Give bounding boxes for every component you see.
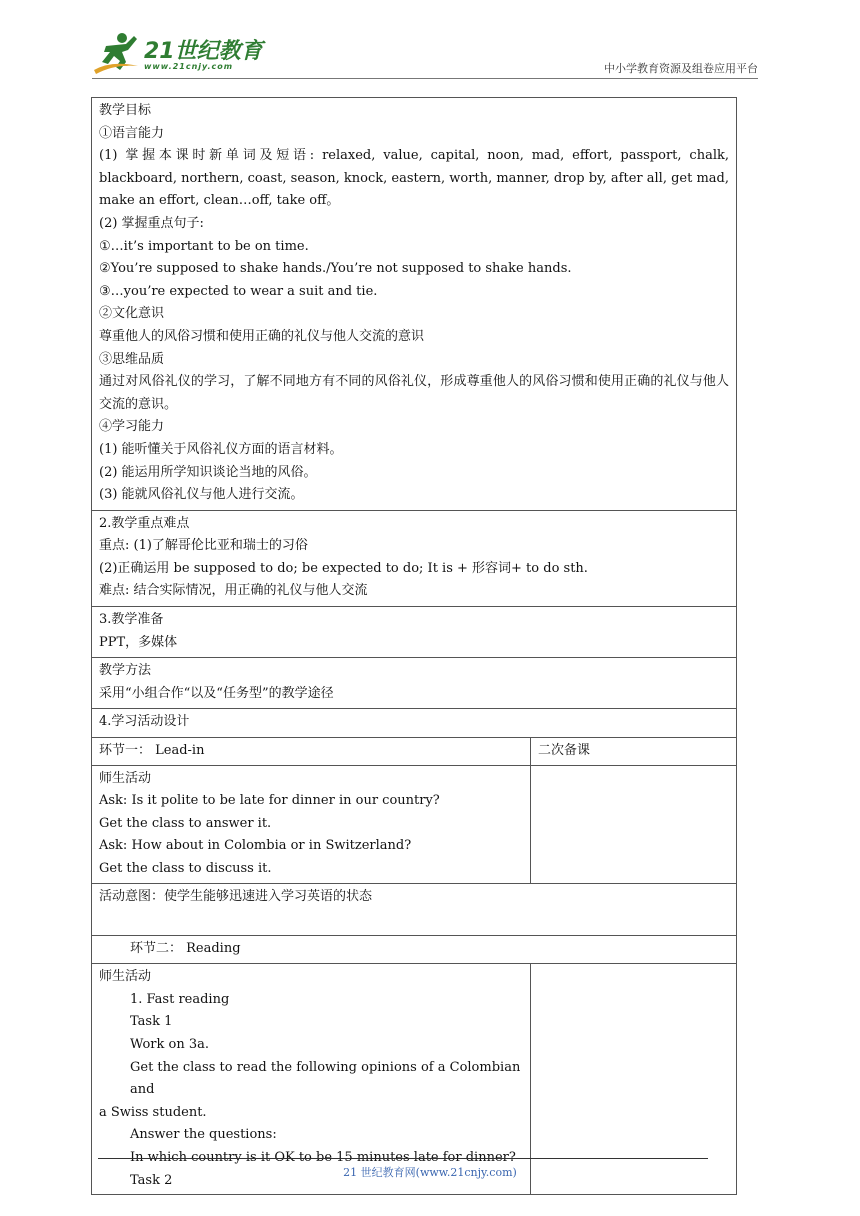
page-header xyxy=(92,30,758,80)
stage1-intent: 活动意图：使学生能够迅速进入学习英语的状态 xyxy=(99,888,373,904)
stage2-second-prep-cell xyxy=(531,964,736,1194)
platform-name: 中小学教育资源及组卷应用平台 xyxy=(604,62,758,75)
logo-url: www.21cnjy.com xyxy=(144,62,234,71)
stage2-activity-title: 师生活动 xyxy=(99,969,152,985)
key-points-title: 2.教学重点难点 xyxy=(99,515,190,531)
key-sentence-1: ①…it’s important to be on time. xyxy=(99,238,309,254)
stage2-line-5: a Swiss student. xyxy=(99,1104,207,1120)
stage1-line-4: Get the class to discuss it. xyxy=(99,861,272,876)
runner-logo-icon xyxy=(92,30,142,76)
stage2-header xyxy=(91,936,737,965)
key-sentences-title: (2) 掌握重点句子: xyxy=(99,215,204,231)
learning-item-2: (2) 能运用所学知识谈论当地的风俗。 xyxy=(99,464,317,480)
culture-title: ②文化意识 xyxy=(99,306,165,322)
stage2-line-2: Task 1 xyxy=(130,1014,173,1030)
prep-title: 3.教学准备 xyxy=(99,612,164,628)
footer-divider xyxy=(98,1158,708,1159)
stage1-title: 环节一： Lead-in xyxy=(92,738,531,765)
lesson-table xyxy=(91,97,737,1195)
learning-title: ④学习能力 xyxy=(99,419,165,435)
key-points-section xyxy=(91,511,737,607)
stage2-line-6: Answer the questions: xyxy=(130,1127,277,1143)
header-divider xyxy=(92,78,758,79)
stage2-title: 环节二： Reading xyxy=(130,940,241,956)
key-points-line-1: 重点: (1)了解哥伦比亚和瑞士的习俗 xyxy=(99,538,308,554)
prep-text: PPT，多媒体 xyxy=(99,634,178,650)
stage1-line-2: Get the class to answer it. xyxy=(99,815,272,831)
vocab-list: (1) 掌握本课时新单词及短语: relaxed, value, capital, noon, mad, effort, passport, chalk, blackboard, northern, coast, season, knock, eastern, worth, manner, drop by, after all, get mad, make an effort, clean…off, take off。 xyxy=(99,148,729,209)
method-text: 采用“小组合作“以及“任务型”的教学途径 xyxy=(99,685,334,701)
thinking-title: ③思维品质 xyxy=(99,351,165,367)
key-points-line-3: 难点: 结合实际情况，用正确的礼仪与他人交流 xyxy=(99,583,368,599)
stage1-line-1: Ask: Is it polite to be late for dinner in our country? xyxy=(99,793,440,809)
prep-section xyxy=(91,607,737,658)
page-footer: 21 世纪教育网(www.21cnjy.com) xyxy=(343,1166,517,1179)
stage1-header-row xyxy=(91,738,737,766)
stage2-line-1: 1. Fast reading xyxy=(130,991,230,1007)
stage1-activity-title: 师生活动 xyxy=(99,770,152,786)
logo xyxy=(92,30,272,78)
stage1-activity xyxy=(92,766,531,883)
stage1-activity-row xyxy=(91,766,737,884)
design-title: 4.学习活动设计 xyxy=(99,714,190,730)
stage2-activity xyxy=(92,964,531,1194)
language-ability-title: ①语言能力 xyxy=(99,125,165,141)
stage1-second-prep-cell xyxy=(531,766,736,883)
culture-text: 尊重他人的风俗习惯和使用正确的礼仪与他人交流的意识 xyxy=(99,328,425,344)
stage2-line-4: Get the class to read the following opinions of a Colombian and xyxy=(130,1059,521,1098)
key-sentence-3: ③…you’re expected to wear a suit and tie. xyxy=(99,283,378,299)
stage2-activity-row xyxy=(91,964,737,1195)
stage1-intent-section xyxy=(91,884,737,936)
logo-title: 21世纪教育 xyxy=(144,39,263,64)
method-title: 教学方法 xyxy=(99,663,152,679)
second-prep-label: 二次备课 xyxy=(538,743,591,759)
stage2-line-8: Task 2 xyxy=(130,1172,173,1188)
key-points-line-2: (2)正确运用 be supposed to do; be expected to do; It is + 形容词+ to do sth. xyxy=(99,560,588,576)
key-sentence-2: ②You’re supposed to shake hands./You’re not supposed to shake hands. xyxy=(99,261,572,277)
stage2-line-7: In which country is it OK to be 15 minutes late for dinner? xyxy=(130,1149,516,1165)
method-section xyxy=(91,658,737,709)
objectives-title: 教学目标 xyxy=(99,103,152,118)
design-section xyxy=(91,709,737,738)
stage2-line-3: Work on 3a. xyxy=(130,1036,210,1052)
learning-item-1: (1) 能听懂关于风俗礼仪方面的语言材料。 xyxy=(99,441,343,457)
thinking-text: 通过对风俗礼仪的学习，了解不同地方有不同的风俗礼仪，形成尊重他人的风俗习惯和使用正确的礼仪与他人交流的意识。 xyxy=(99,374,729,412)
learning-item-3: (3) 能就风俗礼仪与他人进行交流。 xyxy=(99,487,304,503)
objectives-section xyxy=(91,97,737,511)
stage1-line-3: Ask: How about in Colombia or in Switzerland? xyxy=(99,838,412,854)
